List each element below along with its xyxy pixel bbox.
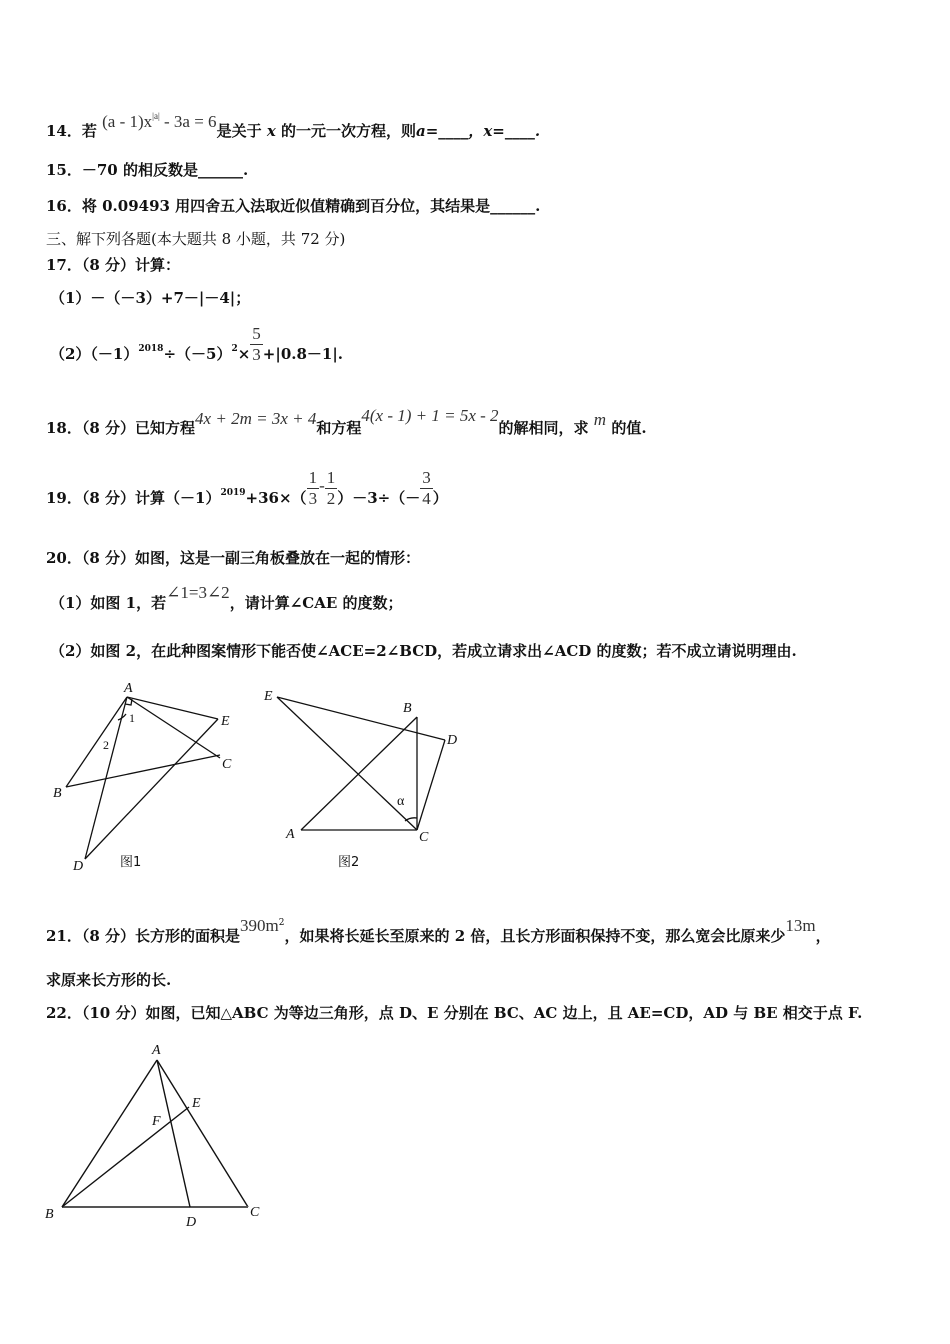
figure-2 (262, 675, 482, 880)
figure-3 (38, 1035, 278, 1235)
question-19: 19．（8 分）计算$(-1)^{2019}+36\times$（ $\frac{1}{3}$ - $\frac{1}{2}$ ）－3÷（－ $\frac{3}{4}$ ） (46, 468, 448, 508)
fig2-angle-alpha: α (397, 794, 405, 809)
question-22: 22．（10 分）如图，已知△ABC 为等边三角形，点 D、E 分别在 BC、AC 边上，且 AE=CD，AD 与 BE 相交于点 F. (46, 1004, 863, 1022)
fig2-caption: 图2 (338, 855, 360, 870)
fig2-label-c: C (419, 830, 429, 845)
fig3-label-d: D (186, 1215, 197, 1230)
fraction-3-4: $\frac{3}{4}$ (422, 468, 431, 508)
question-17-part1: （1）－（－3）+7－|－4|； (50, 289, 251, 307)
fig3-label-a: A (152, 1043, 161, 1058)
fig2-label-b: B (403, 701, 412, 716)
fraction-1-3: $\frac{1}{3}$ (308, 468, 318, 508)
fig1-angle-1: 1 (129, 711, 135, 725)
fraction-1-2: $\frac{1}{2}$ (326, 468, 336, 508)
fig2-label-d: D (447, 733, 458, 748)
question-21: 21．（8 分）长方形的面积是$390m^2$，如果将长延长至原来的 2 倍，且长方形面积保持不变，那么宽会比原来少13m， (46, 916, 831, 945)
fig2-label-e: E (264, 689, 273, 704)
fig1-label-b: B (53, 786, 62, 801)
equation-14: $(a - 1)x^{|a|} - 3a = 6$ (102, 111, 217, 131)
fig1-label-c: C (222, 757, 232, 772)
question-17-part2: $(2)(-1)^{2018}\div(-5)^2\times$ $\frac{5}{3}$ +|0.8－1|. (50, 324, 344, 364)
question-18: 18．（8 分）已知方程4x + 2m = 3x + 4和方程4(x - 1) + 1 = 5x - 2的解相同，求 m 的值. (46, 406, 647, 437)
question-20-head: 20．（8 分）如图，这是一副三角板叠放在一起的情形： (46, 549, 421, 567)
question-20-part1: （1）如图 1，若∠1=3∠2，请计算∠CAE 的度数； (50, 583, 403, 612)
question-16: 16．将 0.09493 用四舍五入法取近似值精确到百分位，其结果是______. (46, 197, 541, 215)
figure-1 (40, 675, 260, 880)
question-20-part2: （2）如图 2，在此种图案情形下能否使∠ACE=2∠BCD，若成立请求出∠ACD 的度数；若不成立请说明理由. (50, 642, 797, 660)
question-15: 15．－70 的相反数是______. (46, 161, 249, 179)
fig1-caption: 图1 (120, 855, 142, 870)
question-14: 14．若 $(a - 1)x^{|a|} - 3a = 6$是关于 x 的一元一次方程，则a=____，x=____. (46, 111, 541, 140)
equation-18b: 4(x - 1) + 1 = 5x - 2 (361, 406, 499, 425)
fig3-label-e: E (192, 1096, 201, 1111)
fig2-label-a: A (286, 827, 295, 842)
fig3-label-b: B (45, 1207, 54, 1222)
fig1-label-d: D (73, 859, 84, 874)
section-heading: 三、解下列各题(本大题共 8 小题，共 72 分) (46, 230, 346, 248)
fig3-label-f: F (152, 1114, 161, 1129)
fig1-angle-2: 2 (103, 738, 109, 752)
question-21-line2: 求原来长方形的长. (46, 971, 172, 989)
fig1-label-e: E (221, 714, 230, 729)
fig1-label-a: A (124, 681, 133, 696)
fig3-label-c: C (250, 1205, 260, 1220)
fraction-5-3: $\frac{5}{3}$ (252, 324, 261, 364)
equation-18a: 4x + 2m = 3x + 4 (195, 409, 317, 428)
question-17-head: 17．（8 分）计算： (46, 256, 181, 274)
